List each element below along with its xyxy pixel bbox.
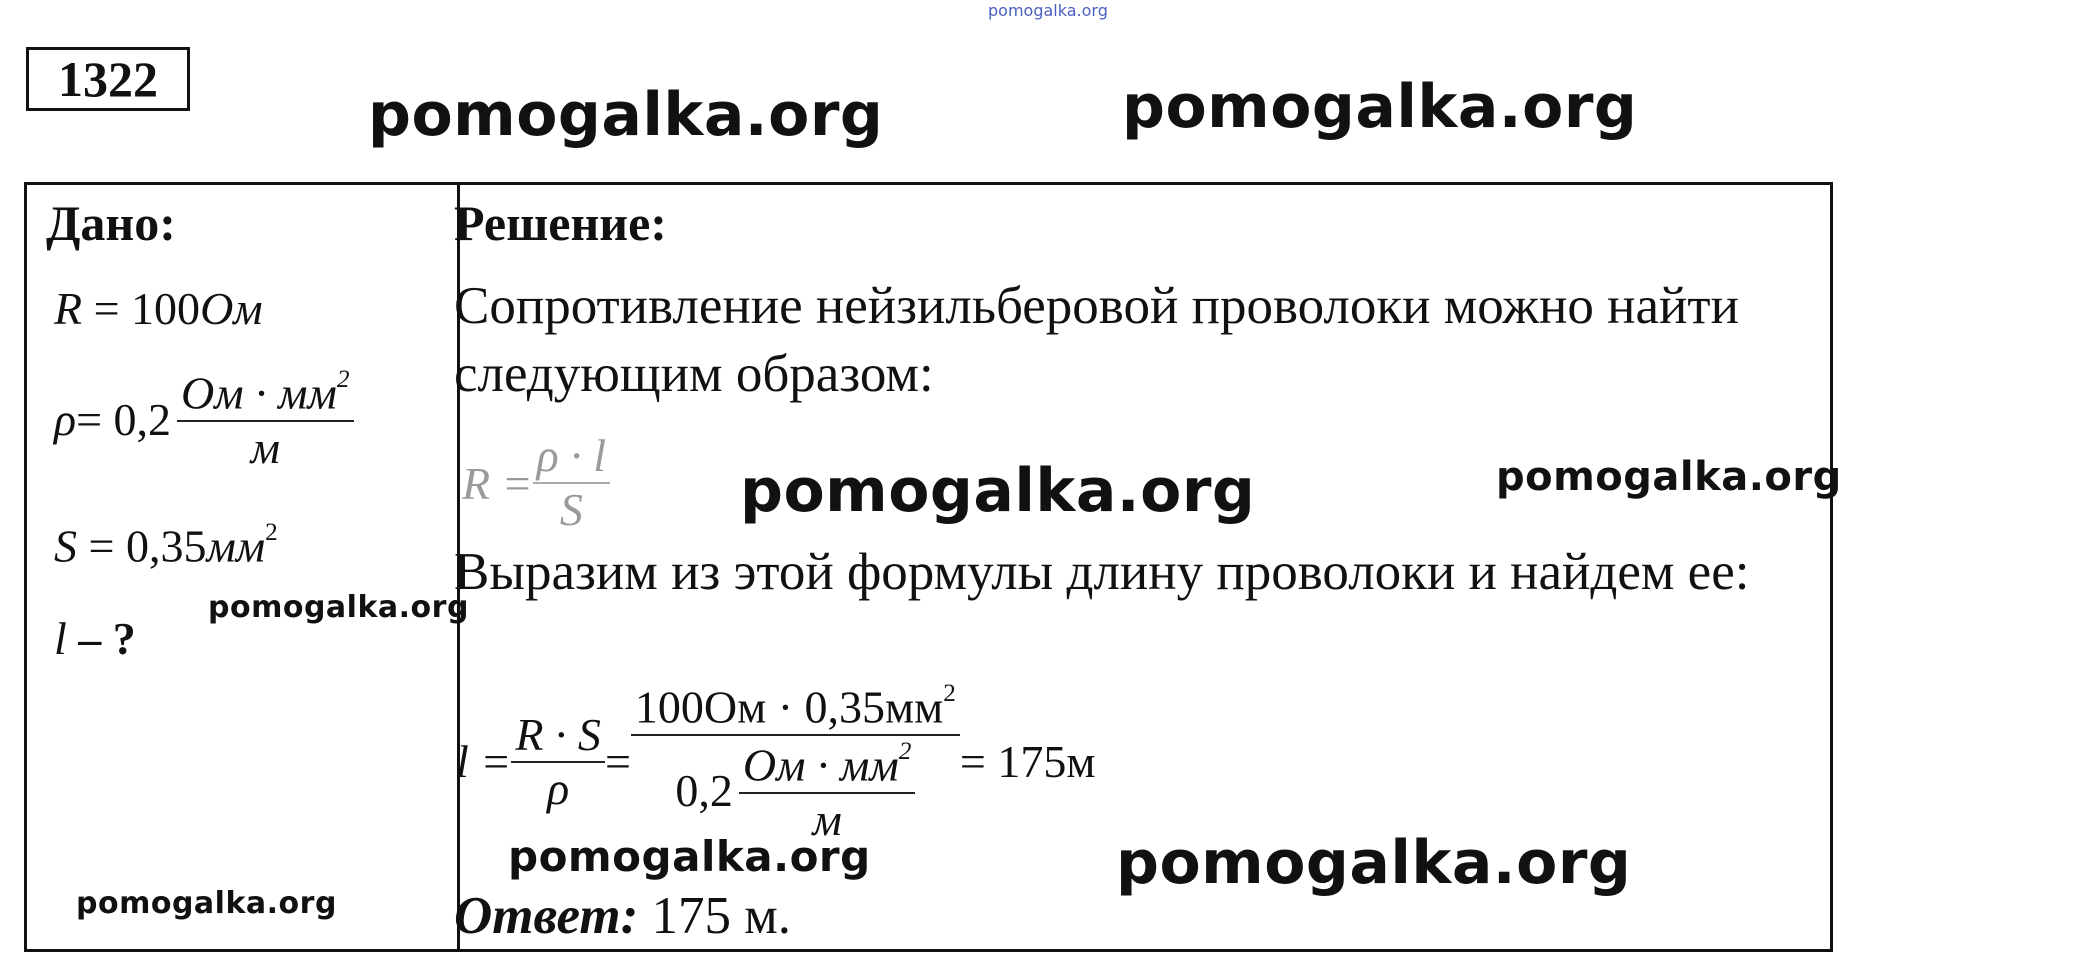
given-unknown: l – ? xyxy=(54,613,136,664)
watermark: pomogalka.org xyxy=(1116,828,1632,898)
formula-length: l = $\frac{R \cdot S}{\rho}$ = $100Ом \cdot 0,35мм^2$ 0,2 $\frac{Ом \cdot мм^2}{м}$ = 175м xyxy=(456,679,1096,845)
watermark: pomogalka.org xyxy=(508,832,871,881)
solution-title: Решение: xyxy=(454,195,667,251)
solution-text-line1: Сопротивление нейзильберовой проволоки можно найти xyxy=(454,277,1739,335)
watermark: pomogalka.org xyxy=(740,456,1256,526)
watermark: pomogalka.org xyxy=(368,80,884,150)
solution-text-line2: следующим образом: xyxy=(454,345,934,403)
given-title: Дано: xyxy=(46,195,176,251)
solution-text-express: Выразим из этой формулы длину проволоки и найдем ее: xyxy=(454,543,1750,601)
watermark: pomogalka.org xyxy=(1122,72,1638,142)
watermark: pomogalka.org xyxy=(76,886,337,921)
answer: Ответ: 175 м. xyxy=(454,887,792,945)
top-watermark: pomogalka.org xyxy=(988,1,1108,20)
problem-number-box: 1322 xyxy=(26,47,190,111)
given-resistance: R = 100Ом xyxy=(54,283,263,334)
watermark: pomogalka.org xyxy=(1496,454,1842,500)
formula-resistance: R = $\frac{\rho \cdot l}{S}$ xyxy=(462,432,610,535)
given-area: $S = 0,35мм^2$ xyxy=(54,518,278,572)
given-resistivity: ρ = 0,2 $\frac{Ом \cdot мм^2}{м}$ xyxy=(54,366,354,472)
watermark: pomogalka.org xyxy=(208,590,469,625)
